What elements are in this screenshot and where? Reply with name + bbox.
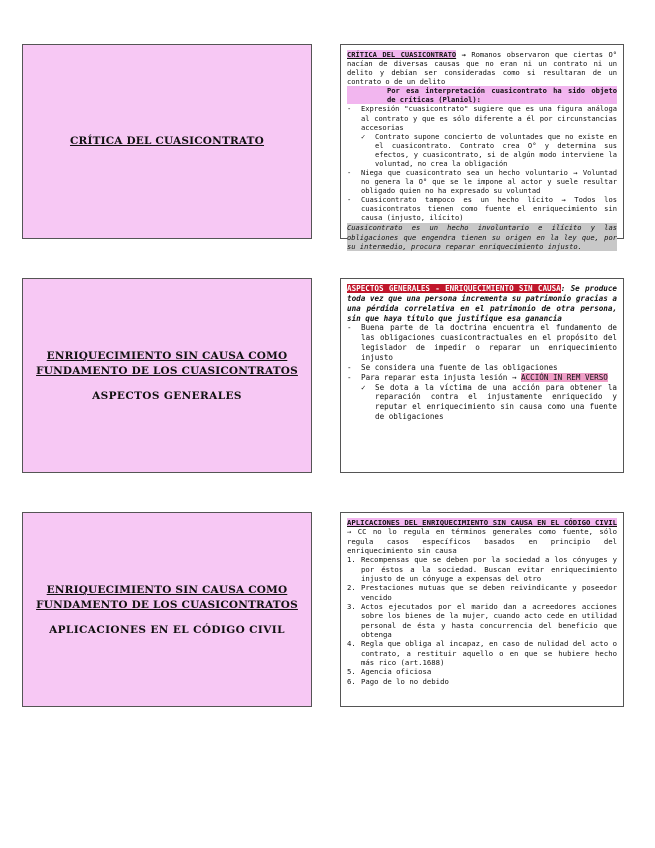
list-item: - Expresión "cuasicontrato" sugiere que es una figura análoga al contrato y que es sólo diferente a él por circunstancias accesorias <box>347 104 617 132</box>
slide-subtitle: ASPECTOS GENERALES <box>92 389 242 402</box>
list-item: - Se considera una fuente de las obligaciones <box>347 362 558 372</box>
slide-title-line-1: ENRIQUECIMIENTO SIN CAUSA COMO <box>46 350 288 363</box>
check-icon: ✓ <box>361 382 366 392</box>
slide-title-line-1: ENRIQUECIMIENTO SIN CAUSA COMO <box>46 584 288 597</box>
list-item: 5. Agencia oficiosa <box>347 667 432 677</box>
slide-subtitle: APLICACIONES EN EL CÓDIGO CIVIL <box>49 623 285 636</box>
check-icon: ✓ <box>361 131 366 141</box>
intro-paragraph: APLICACIONES DEL ENRIQUECIMIENTO SIN CAUSA EN EL CÓDIGO CIVIL → CC no lo regula en términos generales como fuente, sólo regula casos específicos basados en principio del enriquecimiento sin causa <box>347 518 617 555</box>
list-item: - Buena parte de la doctrina encuentra el fundamento de las obligaciones cuasicontractuales en el propósito del legislador de impedir o reparar un enriquecimiento injusto <box>347 323 617 363</box>
section-heading: APLICACIONES DEL ENRIQUECIMIENTO SIN CAUSA EN EL CÓDIGO CIVIL <box>347 518 617 527</box>
intro-paragraph: CRÍTICA DEL CUASICONTRATO → Romanos observaron que ciertas O° nacían de diversas causas que no eran ni un contrato ni un delito y debían ser consideradas como si resultaran de un contrato o de un delito <box>347 50 617 87</box>
critics-line: Por esa interpretación cuasicontrato ha sido objeto de críticas (Planiol): <box>347 86 617 104</box>
list-item: - Cuasicontrato tampoco es un hecho lícito → Todos los cuasicontratos tienen como fuente el enriquecimiento sin causa (injusto, ilícito) <box>347 195 617 223</box>
list-item: 3. Actos ejecutados por el marido dan a acreedores acciones sobre los bienes de la mujer, cuando acto cede en utilidad personal de ésta y hasta concurrencia del beneficio que obtenga <box>347 601 617 639</box>
title-slide-aplicaciones <box>22 512 312 707</box>
slide-title: CRÍTICA DEL CUASICONTRATO <box>69 135 265 148</box>
content-slide-critica <box>340 44 624 251</box>
action-highlight: ACCIÓN IN REM VERSO <box>521 372 608 382</box>
title-slide-aspectos <box>22 278 312 473</box>
list-item: - Para reparar esta injusta lesión → ACCIÓN IN REM VERSO <box>347 372 608 382</box>
definition-paragraph: ASPECTOS GENERALES - ENRIQUECIMIENTO SIN CAUSA: Se produce toda vez que una persona incrementa su patrimonio gracias a una pérdida correlativa en el patrimonio de otra persona, sin que haya título que justifique esa ganancia <box>347 284 617 323</box>
slide-row-2 <box>22 278 622 473</box>
list-subitem: ✓ Se dota a la víctima de una acción para obtener la reparación contra el injustamente enriquecido y reputar el enriquecimiento sin causa como una fuente de obligaciones <box>361 382 617 422</box>
list-item: 2. Prestaciones mutuas que se deben reivindicante y poseedor vencido <box>347 583 617 602</box>
conclusion-box: Cuasicontrato es un hecho involuntario e ilícito y las obligaciones que engendra tienen su origen en la ley que, por su intermedio, procura reparar enriquecimiento injusto. <box>347 223 617 251</box>
slide-title-line-2: FUNDAMENTO DE LOS CUASICONTRATOS <box>36 364 298 377</box>
list-item: 1. Recompensas que se deben por la sociedad a los cónyuges y por éstos a la sociedad. Buscan evitar enriquecimiento injusto de un cónyuge a expensas del otro <box>347 555 617 583</box>
slide-title-line-2: FUNDAMENTO DE LOS CUASICONTRATOS <box>36 598 298 611</box>
list-item: - Niega que cuasicontrato sea un hecho voluntario → Voluntad no genera la O° que se le impone al actor y suele resultar obligado quien no ha expresado su voluntad <box>347 168 617 196</box>
content-slide-aplicaciones <box>340 512 624 707</box>
slide-row-3 <box>22 512 622 707</box>
section-heading: ASPECTOS GENERALES - ENRIQUECIMIENTO SIN CAUSA <box>347 284 561 293</box>
list-item: 6. Pago de lo no debido <box>347 676 449 686</box>
list-subitem: ✓ Contrato supone concierto de voluntades que no existe en el cuasicontrato. Contrato crea O° y determina sus efectos, y cuasicontrato, si de algún modo interviene la voluntad, no crea la obligación <box>361 131 617 168</box>
title-slide-critica <box>22 44 312 239</box>
section-heading: CRÍTICA DEL CUASICONTRATO <box>347 50 457 59</box>
content-slide-aspectos <box>340 278 624 473</box>
slide-row-1 <box>22 44 622 251</box>
list-item: 4. Regla que obliga al incapaz, en caso de nulidad del acto o contrato, a restituir aquello o en que se hubiere hecho más rico (art.1688) <box>347 639 617 667</box>
